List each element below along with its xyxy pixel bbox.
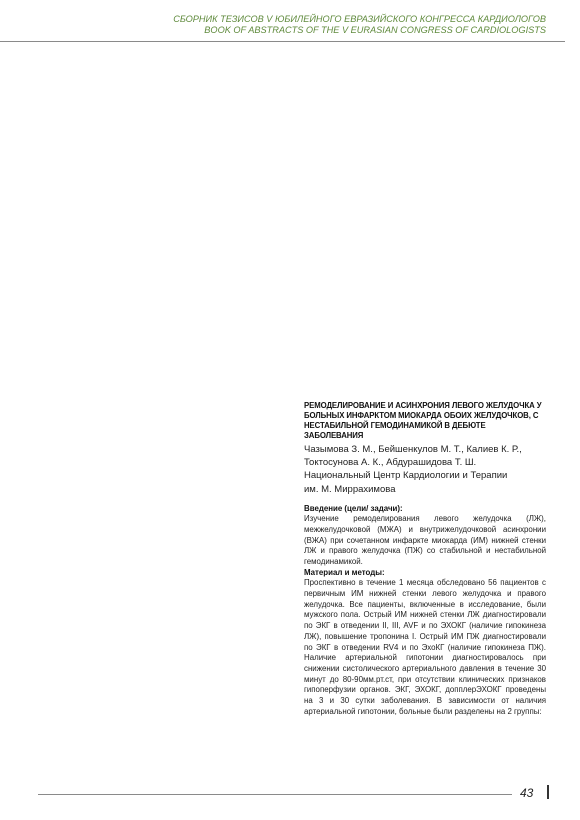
page-number-separator — [547, 785, 549, 799]
abstract-article — [304, 401, 546, 717]
authors-line-1: Чазымова З. М., Бейшенкулов М. Т., Калиев К. Р., — [304, 444, 522, 455]
running-header — [173, 14, 546, 35]
footer-rule — [38, 794, 512, 795]
methods-text: Проспективно в течение 1 месяца обследовано 56 пациентов с первичным ИМ нижней стенки левого желудочка и правого желудочка. Все пациенты, включенные в исследование, были мужского пола. Острый ИМ нижней стенки ЛЖ диагностировали по ЭКГ в отведении II, III, AVF и по ЭХОКГ (наличие гипокинеза ЛЖ), повышение тропонина I. Острый ИМ ПЖ диагностировали по ЭКГ в отведении RV4 и по ЭхоКГ (наличие гипокинеза ПЖ). Наличие артериальной гипотонии диагностировалось при снижении систолического артериального давления в течение 30 минут до 80-90мм.рт.ст, при отсутствии клинических признаков гипоперфузии органов. ЭКГ, ЭХОКГ, допплерЭХОКГ проведены на 3 и 30 сутки заболевания. В зависимости от наличия артериальной гипотонии, больные были разделены на 2 группы: — [304, 578, 546, 716]
article-title: РЕМОДЕЛИРОВАНИЕ И АСИНХРОНИЯ ЛЕВОГО ЖЕЛУДОЧКА У БОЛЬНЫХ ИНФАРКТОМ МИОКАРДА ОБОИХ ЖЕЛУДОЧКОВ, С НЕСТАБИЛЬНОЙ ГЕМОДИНАМИКОЙ В ДЕБЮТЕ ЗАБОЛЕВАНИЯ — [304, 401, 542, 440]
intro-heading: Введение (цели/ задачи): — [304, 503, 403, 513]
author-block — [304, 443, 546, 496]
affiliation-line-1: Национальный Центр Кардиологии и Терапии — [304, 470, 508, 482]
header-rule — [0, 41, 565, 42]
authors-line-2: Токтосунова А. К., Абдурашидова Т. Ш. — [304, 457, 477, 469]
page-number: 43 — [520, 786, 534, 800]
header-line-en: BOOK OF ABSTRACTS OF THE V EURASIAN CONGRESS OF CARDIOLOGISTS — [204, 24, 546, 35]
intro-text: Изучение ремоделирования левого желудочка (ЛЖ), межжелудочковой (МЖА) и внутрижелудочковой асинхронии (ВЖА) при сочетанном инфаркте миокарда (ИМ) нижней стенки ЛЖ и правого желудочка (ПЖ) со стабильной и нестабильной гемодинамикой. — [304, 514, 546, 567]
affiliation-line-2: им. М. Миррахимова — [304, 483, 396, 495]
header-line-ru: СБОРНИК ТЕЗИСОВ V ЮБИЛЕЙНОГО ЕВРАЗИЙСКОГО КОНГРЕССА КАРДИОЛОГОВ — [173, 14, 546, 24]
methods-heading: Материал и методы: — [304, 567, 385, 577]
